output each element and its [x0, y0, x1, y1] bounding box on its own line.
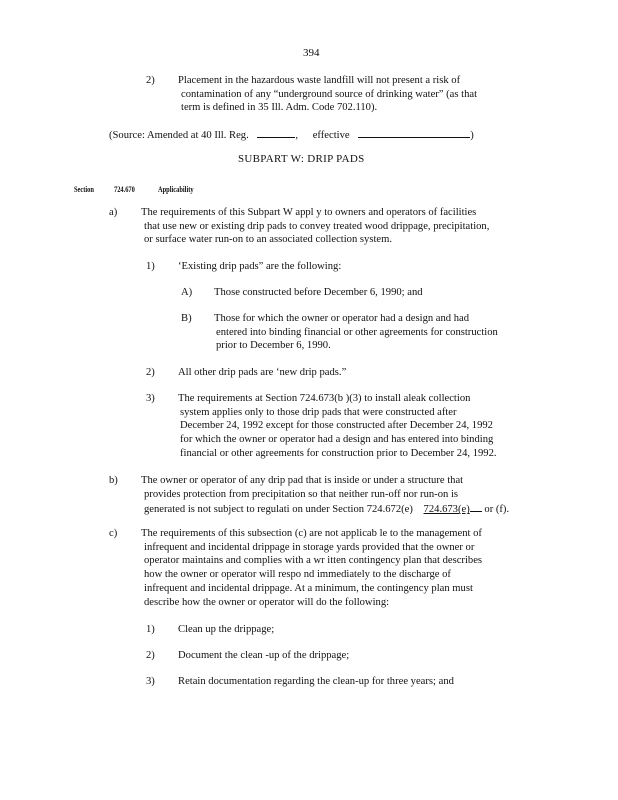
text-line: infrequent and incidental drippage. At a minimum, the contingency plan must — [144, 582, 473, 594]
section-title: Applicability — [158, 185, 194, 194]
effective-date-blank — [358, 127, 470, 138]
item-label: 1) — [146, 624, 155, 635]
section-label: Section — [74, 185, 94, 194]
text-line: that use new or existing drip pads to convey treated wood drippage, precipitation, — [144, 220, 490, 232]
item-label: 2) — [146, 75, 155, 86]
text-line — [141, 501, 533, 517]
text-line: The requirements of this Subpart W appl y to owners and operators of facilities — [141, 207, 477, 218]
text-line: financial or other agreements for construction prior to December 24, 1992. — [180, 447, 497, 459]
text-line: contamination of any “underground source of drinking water” (as that — [181, 88, 478, 100]
text-line: The requirements of this subsection (c) are not applicab le to the management of — [141, 528, 482, 539]
subitem-text: Those constructed before December 6, 1990; and — [214, 287, 423, 298]
underline-blank — [470, 501, 482, 512]
inserted-reference: 724.673(e) — [423, 504, 470, 516]
item-label: 2) — [146, 650, 155, 661]
source-close: ) — [470, 130, 474, 141]
paragraph-label: a) — [109, 207, 118, 218]
text-run: generated is not subject to regulati on under Section 724.672(e) — [144, 504, 413, 516]
text-line: entered into binding financial or other agreements for construction — [216, 326, 498, 338]
paragraph-label: b) — [109, 475, 118, 486]
section-number: 724.670 — [114, 185, 135, 194]
item-label: 2) — [146, 367, 155, 378]
text-line: operator maintains and complies with a wr itten contingency plan that describes — [144, 555, 483, 567]
text-line: prior to December 6, 1990. — [216, 340, 331, 352]
source-effective: effective — [312, 130, 350, 141]
page-number: 394 — [303, 47, 320, 59]
source-prefix: (Source: Amended at 40 Ill. Reg. — [109, 130, 249, 141]
text-line: The owner or operator of any drip pad that is inside or under a structure that — [141, 475, 464, 486]
item-label: 3) — [146, 676, 155, 687]
item-text: Document the clean -up of the drippage; — [178, 650, 350, 661]
paragraph-c-text — [141, 527, 531, 609]
text-line: December 24, 1992 except for those constructed after December 24, 1992 — [180, 420, 493, 432]
source-note — [109, 127, 474, 143]
source-comma: , — [295, 130, 299, 141]
subpart-heading: SUBPART W: DRIP PADS — [238, 153, 365, 165]
subitem-label: A) — [181, 287, 193, 298]
text-run: or (f). — [484, 504, 510, 516]
paragraph-label: c) — [109, 528, 118, 539]
text-line: infrequent and incidental drippage in storage yards provided that the owner or — [144, 541, 475, 553]
item-text: All other drip pads are ‘new drip pads.” — [178, 367, 347, 378]
text-line: how the owner or operator will respo nd immediately to the discharge of — [144, 569, 451, 581]
text-line: for which the owner or operator had a design and has entered into binding — [180, 434, 494, 446]
item-label: 1) — [146, 261, 155, 272]
text-line: Placement in the hazardous waste landfill will not present a risk of — [178, 75, 461, 86]
text-line: The requirements at Section 724.673(b )(3) to install aleak collection — [178, 393, 471, 404]
text-line: provides protection from precipitation so that neither run-off nor run-on is — [144, 488, 459, 500]
item-text: Retain documentation regarding the clean-up for three years; and — [178, 676, 454, 687]
text-line: term is defined in 35 Ill. Adm. Code 702.110). — [181, 102, 378, 114]
text-line: describe how the owner or operator will do the following: — [144, 596, 390, 608]
item-label: 3) — [146, 393, 155, 404]
register-blank — [257, 127, 295, 138]
text-line: system applies only to those drip pads that were constructed after — [180, 406, 457, 418]
top-item-text — [178, 74, 520, 115]
text-line: Those for which the owner or operator had a design and had — [214, 313, 470, 324]
paragraph-b-text — [141, 474, 533, 517]
subitem-b-text — [214, 312, 532, 353]
item-text: Clean up the drippage; — [178, 624, 275, 635]
paragraph-a-text — [141, 206, 531, 247]
subitem-label: B) — [181, 313, 192, 324]
item-3-text — [178, 392, 538, 461]
text-line: or surface water run-on to an associated collection system. — [144, 234, 392, 246]
item-text: ‘Existing drip pads” are the following: — [178, 261, 342, 272]
